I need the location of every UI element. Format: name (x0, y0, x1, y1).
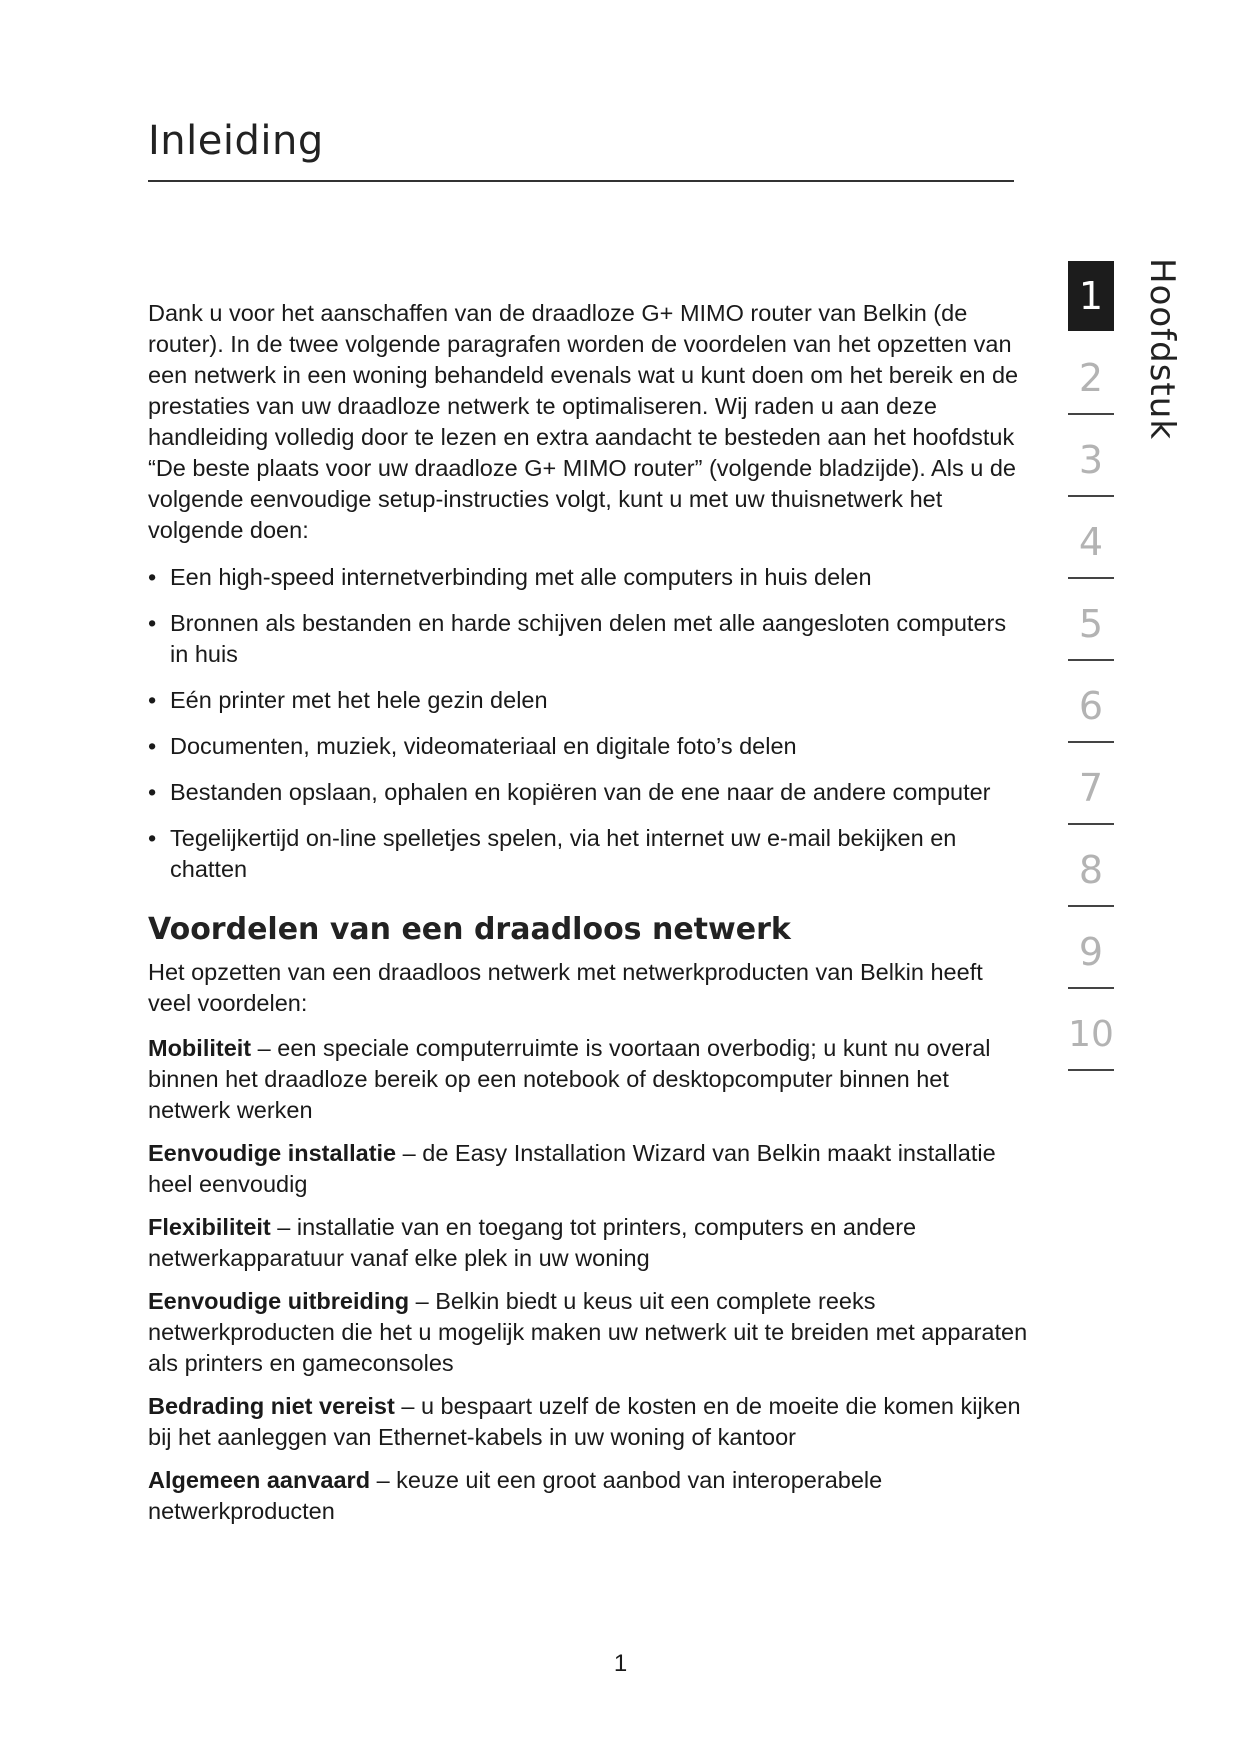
chapter-nav (1068, 261, 1114, 1081)
page-number: 1 (613, 1650, 628, 1677)
benefit-text: – installatie van en toegang tot printers, computers en andere netwerkapparatuur vanaf elke plek in uw woning (148, 1214, 917, 1271)
list-item: • Tegelijkertijd on-line spelletjes spelen, via het internet uw e-mail bekijken en chatten (148, 823, 1028, 885)
benefit-text: – een speciale computerruimte is voortaan overbodig; u kunt nu overal binnen het draadloze bereik op een notebook of desktopcomputer binnen het netwerk werken (148, 1035, 991, 1123)
chapter-tab-7[interactable]: 7 (1068, 753, 1114, 825)
benefit-term: Algemeen aanvaard (148, 1467, 371, 1493)
feature-list (148, 562, 1028, 885)
chapter-tab-1[interactable]: 1 (1068, 261, 1114, 331)
chapter-tab-2[interactable]: 2 (1068, 343, 1114, 415)
benefit-item (148, 1212, 1028, 1274)
list-item: • Eén printer met het hele gezin delen (148, 685, 1028, 716)
benefit-item (148, 1391, 1028, 1453)
title-divider (148, 180, 1014, 182)
list-item: • Bronnen als bestanden en harde schijven delen met alle aangesloten computers in huis (148, 608, 1028, 670)
benefit-item (148, 1033, 1028, 1126)
intro-paragraph: Dank u voor het aanschaffen van de draadloze G+ MIMO router van Belkin (de router). In de twee volgende paragrafen worden de voordelen van het opzetten van een netwerk in een woning behandeld evenals wat u kunt doen om het bereik en de prestaties van uw draadloze netwerk te optimaliseren. Wij raden u aan deze handleiding volledig door te lezen en extra aandacht te besteden aan het hoofdstuk “De beste plaats voor uw draadloze G+ MIMO router” (volgende bladzijde). Als u de volgende eenvoudige setup-instructies volgt, kunt u met uw thuisnetwerk het volgende doen: (148, 300, 1019, 543)
chapter-tab-4[interactable]: 4 (1068, 507, 1114, 579)
benefit-text: – keuze uit een groot aanbod van interoperabele netwerkproducten (148, 1467, 883, 1524)
benefit-term: Flexibiliteit (148, 1214, 271, 1240)
benefit-item (148, 1465, 1028, 1527)
chapter-tab-6[interactable]: 6 (1068, 671, 1114, 743)
list-item: • Een high-speed internetverbinding met alle computers in huis delen (148, 562, 1028, 593)
chapter-tab-5[interactable]: 5 (1068, 589, 1114, 661)
section-intro: Het opzetten van een draadloos netwerk met netwerkproducten van Belkin heeft veel voordelen: (148, 959, 983, 1016)
section-heading: Voordelen van een draadloos netwerk (148, 912, 791, 947)
benefit-term: Mobiliteit (148, 1035, 252, 1061)
benefit-term: Bedrading niet vereist (148, 1393, 395, 1419)
list-item: • Documenten, muziek, videomateriaal en digitale foto’s delen (148, 731, 1028, 762)
main-content (148, 298, 1028, 1539)
benefit-text: – u bespaart uzelf de kosten en de moeite die komen kijken bij het aanleggen van Ethernet-kabels in uw woning of kantoor (148, 1393, 1021, 1450)
benefit-item (148, 1138, 1028, 1200)
benefit-term: Eenvoudige uitbreiding (148, 1288, 410, 1314)
benefit-text: – Belkin biedt u keus uit een complete reeks netwerkproducten die het u mogelijk maken uw netwerk uit te breiden met apparaten als printers en gameconsoles (148, 1288, 1028, 1376)
page-title: Inleiding (148, 118, 324, 164)
benefit-text: – de Easy Installation Wizard van Belkin maakt installatie heel eenvoudig (148, 1140, 996, 1197)
chapter-tab-9[interactable]: 9 (1068, 917, 1114, 989)
chapter-tab-8[interactable]: 8 (1068, 835, 1114, 907)
chapter-tab-10[interactable]: 10 (1068, 999, 1114, 1071)
list-item: • Bestanden opslaan, ophalen en kopiëren van de ene naar de andere computer (148, 777, 1028, 808)
benefit-term: Eenvoudige installatie (148, 1140, 397, 1166)
benefit-item (148, 1286, 1028, 1379)
chapter-label: Hoofdstuk (1142, 258, 1182, 441)
chapter-tab-3[interactable]: 3 (1068, 425, 1114, 497)
